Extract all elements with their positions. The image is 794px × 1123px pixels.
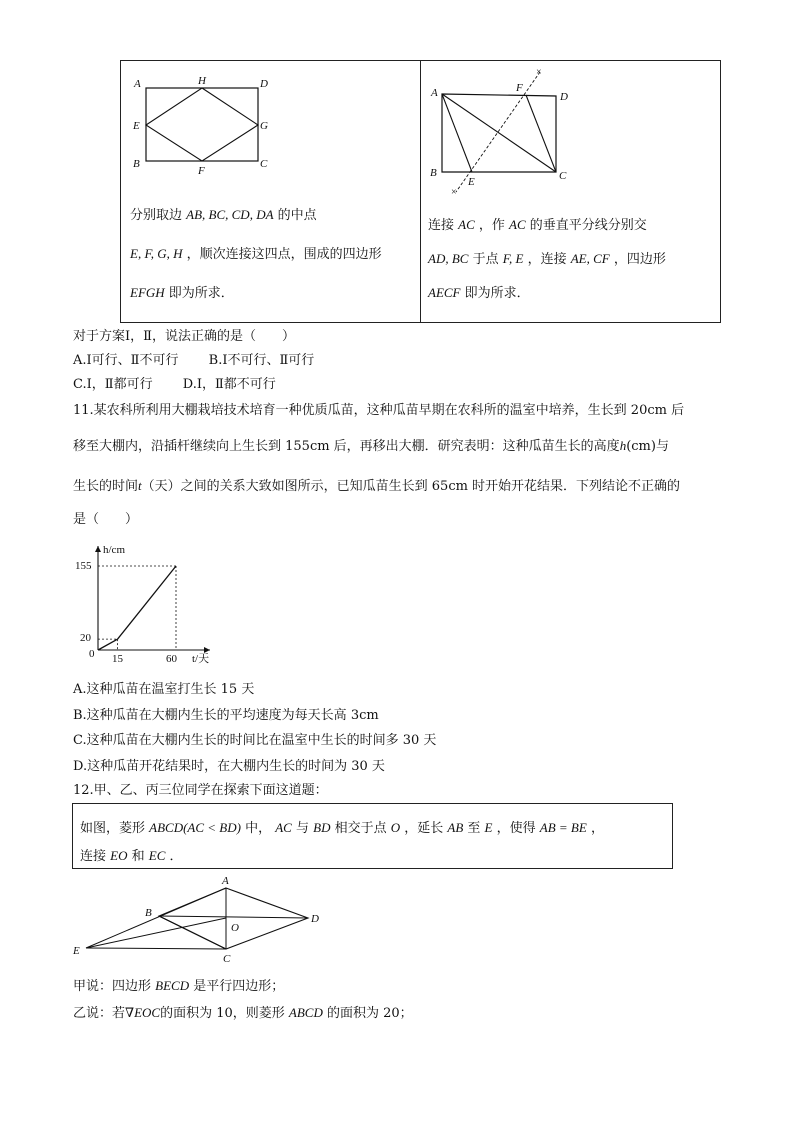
q10-option-c[interactable]: C.Ⅰ，Ⅱ都可行 xyxy=(73,377,153,392)
point-label-A: A xyxy=(222,875,229,887)
point-label-B: B xyxy=(430,167,437,179)
q11-option-a[interactable]: A.这种瓜苗在温室打生长 15 天 xyxy=(73,682,255,697)
point-label-A: A xyxy=(134,78,141,90)
q10-option-d[interactable]: D.Ⅰ，Ⅱ都不可行 xyxy=(182,377,276,392)
table-divider xyxy=(420,61,421,322)
q10-option-a[interactable]: A.Ⅰ可行、Ⅱ不可行 xyxy=(73,353,179,368)
q10-stem: 对于方案Ⅰ，Ⅱ，说法正确的是（ ） xyxy=(73,329,295,344)
q12-box-line-2: 连接 EO 和 EC ． xyxy=(80,848,183,864)
q12-problem-box xyxy=(72,803,673,869)
q11-line-3: 生长的时间t（天）之间的关系大致如图所示，已知瓜苗生长到 65cm 时开始开花结果．下列结论不正确的 xyxy=(73,478,681,494)
figure-rhombus xyxy=(70,872,330,967)
x-tick-15: 15 xyxy=(112,653,123,665)
point-label-D: D xyxy=(560,91,568,103)
q12-box-line-1: 如图，菱形 ABCD(AC < BD) 中， AC 与 BD 相交于点 O ，延长 AB 至 E ，使得 AB = BE ， xyxy=(80,820,604,836)
point-label-O: O xyxy=(231,922,239,934)
q12-intro: 12.甲、乙、丙三位同学在探索下面这道题： xyxy=(73,783,328,798)
point-label-E: E xyxy=(133,120,140,132)
graph-marks xyxy=(98,566,176,650)
q10-options-row-2 xyxy=(73,375,276,395)
point-label-G: G xyxy=(260,120,268,132)
point-label-F: F xyxy=(198,165,205,177)
scheme-1-line-2: E, F, G, H ，顺次连接这四点，围成的四边形 xyxy=(130,246,382,262)
y-tick-20: 20 xyxy=(80,632,91,644)
origin-label: 0 xyxy=(89,648,95,660)
growth-graph xyxy=(72,538,222,668)
q12-jia-statement: 甲说：四边形 BECD 是平行四边形； xyxy=(73,978,285,994)
point-label-E: E xyxy=(468,176,475,188)
point-label-C: C xyxy=(260,158,268,170)
q11-line-4: 是（ ） xyxy=(73,512,139,527)
scheme-2-line-1: 连接 AC ，作 AC 的垂直平分线分别交 xyxy=(428,217,647,233)
scheme-2-text xyxy=(428,208,666,310)
scheme-1-line-3: EFGH 即为所求． xyxy=(130,285,234,301)
scheme-2-line-3: AECF 即为所求． xyxy=(428,285,530,301)
point-label-D: D xyxy=(311,913,319,925)
point-label-B: B xyxy=(133,158,140,170)
x-axis-label: t/天 xyxy=(192,653,210,665)
point-label-C: C xyxy=(223,953,231,965)
scheme-2-line-2: AD, BC 于点 F, E ，连接 AE, CF ，四边形 xyxy=(428,251,666,267)
point-label-C: C xyxy=(559,170,567,182)
point-label-E: E xyxy=(73,945,80,957)
arc-mark-top: × xyxy=(536,67,542,78)
growth-segment-1 xyxy=(98,639,118,650)
q11-option-d[interactable]: D.这种瓜苗开花结果时，在大棚内生长的时间为 30 天 xyxy=(73,759,385,774)
point-label-H: H xyxy=(198,75,206,87)
arc-mark-bottom: × xyxy=(451,187,457,198)
figure-perpendicular-bisector xyxy=(426,64,586,199)
x-tick-60: 60 xyxy=(166,653,177,665)
q10-option-b[interactable]: B.Ⅰ不可行、Ⅱ可行 xyxy=(208,353,315,368)
point-label-B: B xyxy=(145,907,152,919)
point-label-A: A xyxy=(431,87,438,99)
y-tick-155: 155 xyxy=(75,560,92,572)
scheme-1-text xyxy=(130,196,382,313)
q11-option-b[interactable]: B.这种瓜苗在大棚内生长的平均速度为每天长高 3cm xyxy=(73,708,379,723)
q12-yi-statement: 乙说：若∇EOC的面积为 10，则菱形 ABCD 的面积为 20； xyxy=(73,1005,413,1021)
q11-line-2: 移至大棚内，沿插杆继续向上生长到 155cm 后，再移出大棚．研究表明：这种瓜苗生长的高度h(cm)与 xyxy=(73,438,669,454)
q11-option-c[interactable]: C.这种瓜苗在大棚内生长的时间比在温室中生长的时间多 30 天 xyxy=(73,733,437,748)
growth-segment-2 xyxy=(118,566,177,639)
point-label-F: F xyxy=(516,82,523,94)
point-label-D: D xyxy=(260,78,268,90)
scheme-1-line-1: 分别取边 AB, BC, CD, DA 的中点 xyxy=(130,207,317,223)
q10-options-row-1 xyxy=(73,351,314,371)
y-axis-label: h/cm xyxy=(103,544,125,556)
q11-line-1: 11.某农科所利用大棚栽培技术培育一种优质瓜苗，这种瓜苗早期在农科所的温室中培养，生长到 20cm 后 xyxy=(73,403,685,418)
figure-midpoint-quadrilateral xyxy=(128,72,278,182)
